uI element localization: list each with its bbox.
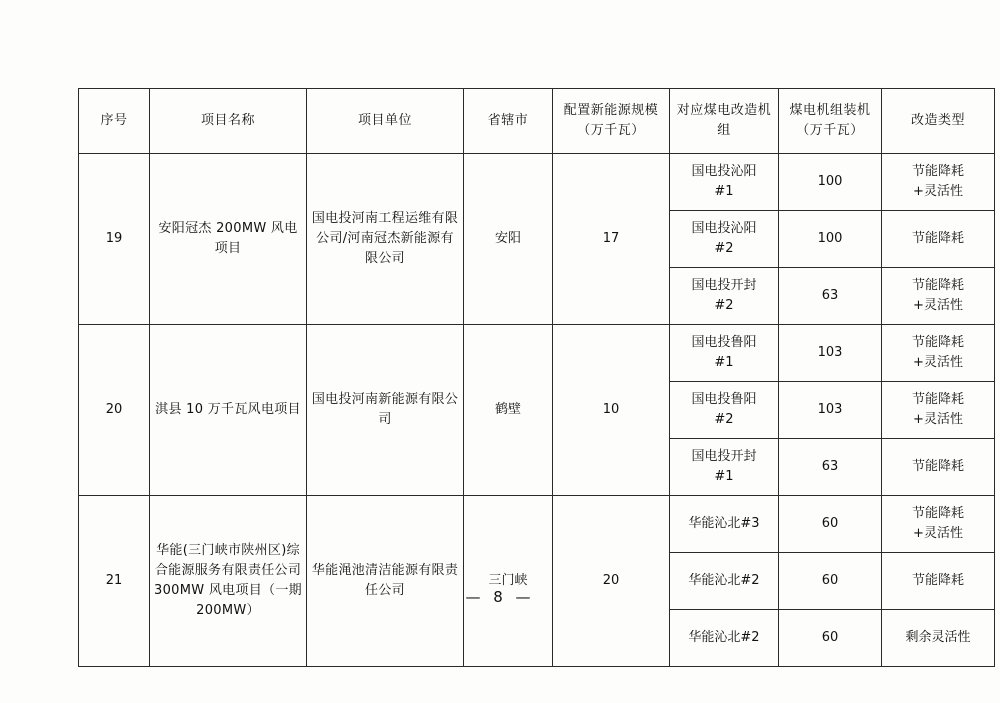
- coal-unit-number: #2: [714, 412, 734, 427]
- cell-retrofit-type: [882, 496, 995, 553]
- retrofit-type-line1: 节能降耗: [911, 230, 964, 246]
- cell-coal-unit: [670, 496, 779, 553]
- cell-capacity: 60: [779, 496, 882, 553]
- header-cell-scale: 配置新能源规模（万千瓦）: [553, 89, 670, 154]
- cell-coal-unit: [670, 325, 779, 382]
- retrofit-type-line2: +灵活性: [913, 355, 963, 370]
- header-cell-city: 省辖市: [464, 89, 553, 154]
- retrofit-type-line1: 节能降耗: [911, 391, 964, 407]
- cell-project-unit: 华能渑池清洁能源有限责任公司: [307, 496, 464, 667]
- coal-unit-name: 华能沁北#2: [688, 572, 760, 588]
- cell-coal-unit: [670, 154, 779, 211]
- page-number: — 8 —: [465, 588, 535, 606]
- table-header: [79, 89, 995, 154]
- coal-unit-name: 国电投沁阳: [691, 163, 757, 179]
- cell-coal-unit: [670, 439, 779, 496]
- cell-retrofit-type: [882, 439, 995, 496]
- cell-seq: 20: [79, 325, 150, 496]
- cell-scale: 20: [553, 496, 670, 667]
- retrofit-type-line1: 节能降耗: [911, 458, 964, 474]
- cell-capacity: 60: [779, 553, 882, 610]
- header-cell-seq: 序号: [79, 89, 150, 154]
- cell-capacity: 63: [779, 439, 882, 496]
- cell-scale: 10: [553, 325, 670, 496]
- cell-retrofit-type: [882, 325, 995, 382]
- cell-capacity: 60: [779, 610, 882, 667]
- cell-retrofit-type: [882, 211, 995, 268]
- header-cell-retrofit-type: 改造类型: [882, 89, 995, 154]
- cell-capacity: 103: [779, 325, 882, 382]
- cell-project-unit: 国电投河南新能源有限公司: [307, 325, 464, 496]
- coal-unit-number: #1: [714, 469, 734, 484]
- coal-unit-name: 国电投沁阳: [691, 220, 757, 236]
- cell-coal-unit: [670, 268, 779, 325]
- retrofit-type-line1: 节能降耗: [911, 572, 964, 588]
- coal-unit-number: #1: [714, 184, 734, 199]
- header-cell-capacity: 煤电机组装机（万千瓦）: [779, 89, 882, 154]
- cell-retrofit-type: [882, 610, 995, 667]
- retrofit-type-line1: 节能降耗: [911, 505, 964, 521]
- retrofit-type-line2: +灵活性: [913, 412, 963, 427]
- header-cell-project-name: 项目名称: [150, 89, 307, 154]
- cell-city: 三门峡: [464, 496, 553, 667]
- retrofit-type-line2: +灵活性: [913, 184, 963, 199]
- coal-unit-number: #2: [714, 298, 734, 313]
- cell-project-unit: 国电投河南工程运维有限公司/河南冠杰新能源有限公司: [307, 154, 464, 325]
- retrofit-type-line2: +灵活性: [913, 526, 963, 541]
- cell-coal-unit: [670, 382, 779, 439]
- cell-capacity: 100: [779, 154, 882, 211]
- table-row: [79, 325, 995, 382]
- header-row: [79, 89, 995, 154]
- cell-retrofit-type: [882, 382, 995, 439]
- cell-seq: 21: [79, 496, 150, 667]
- cell-retrofit-type: [882, 154, 995, 211]
- cell-capacity: 103: [779, 382, 882, 439]
- retrofit-type-line1: 剩余灵活性: [905, 629, 971, 645]
- table-row: [79, 154, 995, 211]
- cell-scale: 17: [553, 154, 670, 325]
- cell-retrofit-type: [882, 268, 995, 325]
- cell-project-name: 淇县 10 万千瓦风电项目: [150, 325, 307, 496]
- cell-coal-unit: [670, 211, 779, 268]
- retrofit-type-line2: +灵活性: [913, 298, 963, 313]
- coal-unit-name: 华能沁北#3: [688, 515, 760, 531]
- cell-project-name: 华能(三门峡市陕州区)综合能源服务有限责任公司 300MW 风电项目（一期 200MW）: [150, 496, 307, 667]
- table-container: [78, 88, 971, 667]
- retrofit-type-line1: 节能降耗: [911, 163, 964, 179]
- coal-unit-name: 华能沁北#2: [688, 629, 760, 645]
- cell-capacity: 63: [779, 268, 882, 325]
- cell-seq: 19: [79, 154, 150, 325]
- coal-unit-number: #1: [714, 355, 734, 370]
- coal-unit-name: 国电投开封: [691, 448, 757, 464]
- cell-city: 鹤壁: [464, 325, 553, 496]
- header-cell-project-unit: 项目单位: [307, 89, 464, 154]
- retrofit-type-line1: 节能降耗: [911, 277, 964, 293]
- cell-city: 安阳: [464, 154, 553, 325]
- cell-project-name: 安阳冠杰 200MW 风电项目: [150, 154, 307, 325]
- table-row: [79, 496, 995, 553]
- coal-unit-number: #2: [714, 241, 734, 256]
- coal-unit-name: 国电投鲁阳: [691, 334, 757, 350]
- coal-unit-name: 国电投开封: [691, 277, 757, 293]
- project-table: [78, 88, 995, 667]
- cell-capacity: 100: [779, 211, 882, 268]
- retrofit-type-line1: 节能降耗: [911, 334, 964, 350]
- header-cell-coal-unit: 对应煤电改造机组: [670, 89, 779, 154]
- cell-coal-unit: [670, 610, 779, 667]
- coal-unit-name: 国电投鲁阳: [691, 391, 757, 407]
